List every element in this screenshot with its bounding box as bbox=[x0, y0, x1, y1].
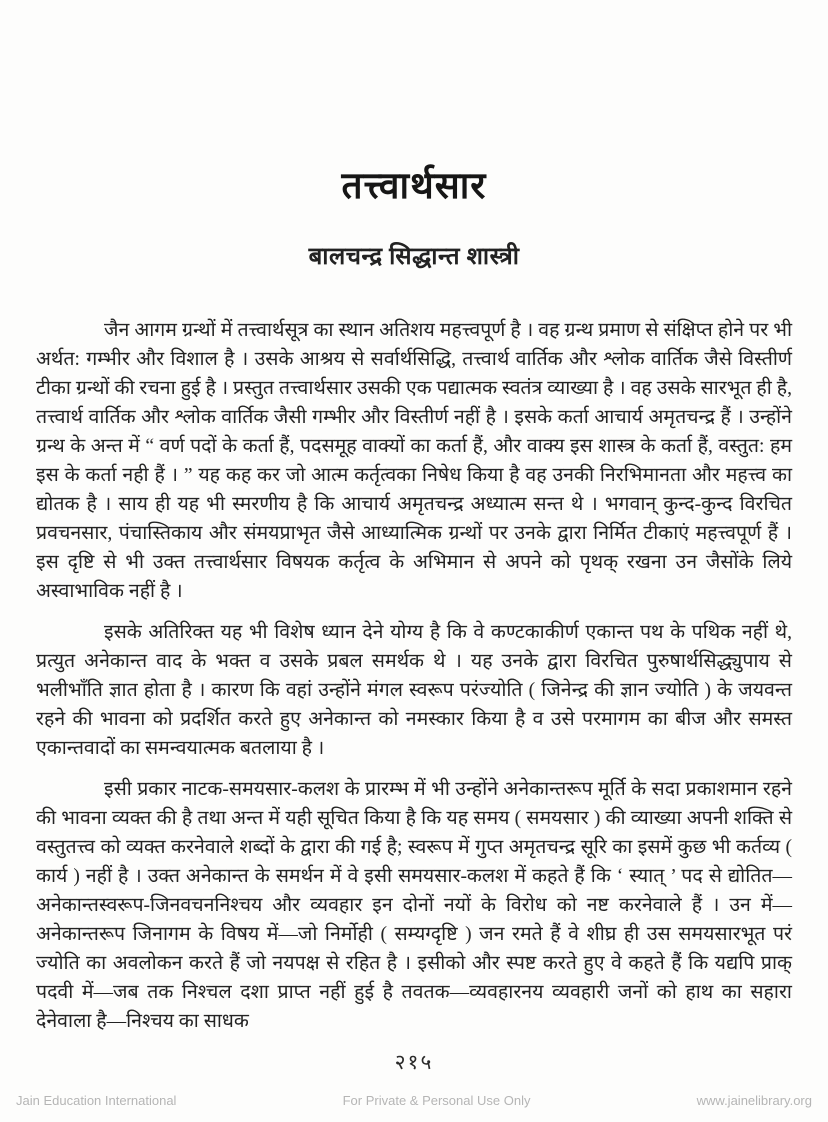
paragraph-2: इसके अतिरिक्त यह भी विशेष ध्यान देने योग्य है कि वे कण्टकाकीर्ण एकान्त पथ के पथिक नहीं थे, प्रत्युत अनेकान्त वाद के भक्त व उसके प्रबल समर्थक थे । यह उनके द्वारा विरचित पुरुषार्थसिद्ध्युपाय से भलीभाँति ज्ञात होता है । कारण कि वहां उन्होंने मंगल स्वरूप परंज्योति ( जिनेन्द्र की ज्ञान ज्योति ) के जयवन्त रहने की भावना को प्रदर्शित करते हुए अनेकान्त को नमस्कार किया है व उसे परमागम का बीज और समस्त एकान्तवादों का समन्वयात्मक बतलाया है । bbox=[36, 622, 792, 759]
footer-usage-notice: For Private & Personal Use Only bbox=[342, 1093, 531, 1108]
footer bbox=[0, 1093, 828, 1108]
footer-website: www.jainelibrary.org bbox=[696, 1093, 812, 1108]
page-title: तत्त्वार्थसार bbox=[341, 166, 487, 207]
paragraph-1: जैन आगम ग्रन्थों में तत्त्वार्थसूत्र का स्थान अतिशय महत्त्वपूर्ण है । वह ग्रन्थ प्रमाण से संक्षिप्त होने पर भी अर्थत: गम्भीर और विशाल है । उसके आश्रय से सर्वार्थसिद्धि, तत्त्वार्थ वार्तिक और श्लोक वार्तिक जैसे विस्तीर्ण टीका ग्रन्थों की रचना हुई है । प्रस्तुत तत्त्वार्थसार उसकी एक पद्यात्मक स्वतंत्र व्याख्या है । वह उसके सारभूत ही है, तत्त्वार्थ वार्तिक और श्लोक वार्तिक जैसी गम्भीर और विस्तीर्ण नहीं है । इसके कर्ता आचार्य अमृतचन्द्र हैं । उन्होंने ग्रन्थ के अन्त में “ वर्ण पदों के कर्ता हैं, पदसमूह वाक्यों का कर्ता हैं, और वाक्य इस शास्त्र के कर्ता हैं, वस्तुत: हम इस के कर्ता नही हैं । ” यह कह कर जो आत्म कर्तृत्वका निषेध किया है वह उनकी निरभिमानता और महत्त्व का द्योतक है । साय ही यह भी स्मरणीय है कि आचार्य अमृतचन्द्र अध्यात्म सन्त थे । भगवान् कुन्द-कुन्द विरचित प्रवचनसार, पंचास्तिकाय और संमयप्राभृत जैसे आध्यात्मिक ग्रन्थों पर उनके द्वारा निर्मित टीकाएं महत्त्वपूर्ण हैं । इस दृष्टि से भी उक्त तत्त्वार्थसार विषयक कर्तृत्व के अभिमान से अपने को पृथक् रखना उन जैसोंके लिये अस्वाभाविक नहीं है । bbox=[36, 320, 792, 602]
footer-publisher: Jain Education International bbox=[16, 1093, 177, 1108]
author-name: बालचन्द्र सिद्धान्त शास्त्री bbox=[308, 244, 520, 270]
paragraph-3: इसी प्रकार नाटक-समयसार-कलश के प्रारम्भ में भी उन्होंने अनेकान्तरूप मूर्ति के सदा प्रकाशमान रहने की भावना व्यक्त की है तथा अन्त में यही सूचित किया है कि यह समय ( समयसार ) की व्याख्या अपनी शक्ति से वस्तुतत्त्व को व्यक्त करनेवाले शब्दों के द्वारा की गई है; स्वरूप में गुप्त अमृतचन्द्र सूरि का इसमें कुछ भी कर्तव्य ( कार्य ) नहीं है । उक्त अनेकान्त के समर्थन में वे इसी समयसार-कलश में कहते हैं कि ‘ स्यात् ’ पद से द्योतित—अनेकान्तस्वरूप-जिनवचननिश्चय और व्यवहार इन दोनों नयों के विरोध को नष्ट करनेवाले हैं । उन में—अनेकान्तरूप जिनागम के विषय में—जो निर्मोही ( सम्यग्दृष्टि ) जन रमते हैं वे शीघ्र ही उस समयसारभूत परं ज्योति का अवलोकन करते हैं जो नयपक्ष से रहित है । इसीको और स्पष्ट करते हुए वे कहते हैं कि यद्यपि प्राक् पदवी में—जब तक निश्चल दशा प्राप्त नहीं हुई है तवतक—व्यवहारनय व्यवहारी जनों को हाथ का सहारा देनेवाला है—निश्चय का साधक bbox=[36, 779, 792, 1032]
body-text bbox=[36, 316, 792, 1036]
page-number: २१५ bbox=[394, 1050, 434, 1074]
